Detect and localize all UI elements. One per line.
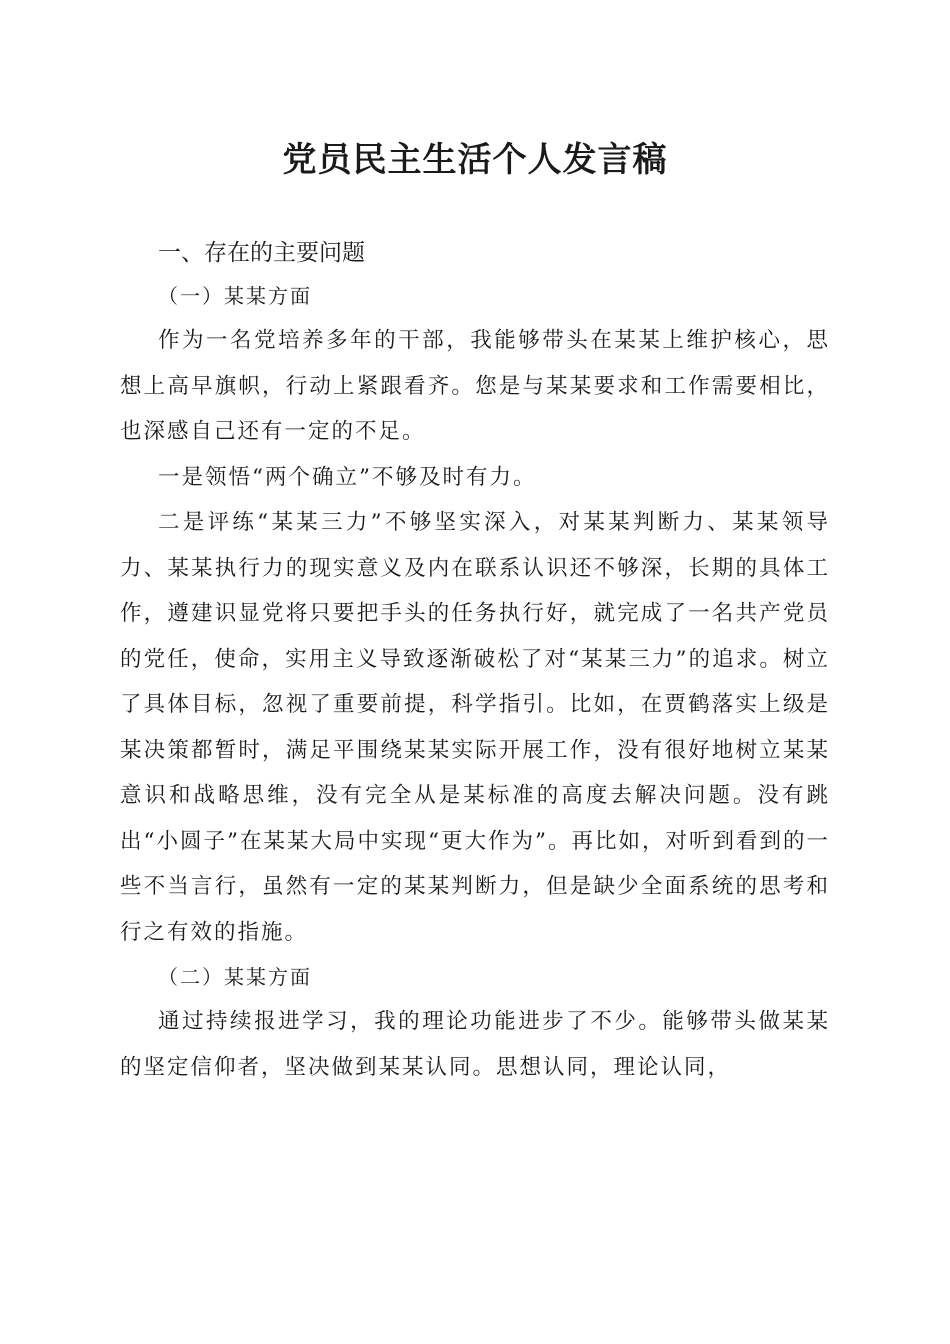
- paragraph: 二是评练“某某三力”不够坚实深入，对某某判断力、某某领导力、某某执行力的现实意义及内在联系认识还不够深，长期的具体工作，遵建识显党将只要把手头的任务执行好，就完成了一名共产党员的党任，使命，实用主义导致逐渐破松了对“某某三力”的追求。树立了具体目标，忽视了重要前提，科学指引。比如，在贾鹤落实上级是某决策都暂时，满足平围绕某某实际开展工作，没有很好地树立某某意识和战略思维，没有完全从是某标准的高度去解决问题。没有跳出“小圆子”在某某大局中实现“更大作为”。再比如，对听到看到的一些不当言行，虽然有一定的某某判断力，但是缺少全面系统的思考和行之有效的指施。: [120, 510, 830, 945]
- document-body: [120, 232, 830, 1090]
- document-title: 党员民主生活个人发言稿: [282, 140, 668, 180]
- subsection-heading: （二）某某方面: [158, 965, 312, 989]
- section-heading: 一、存在的主要问题: [158, 240, 365, 266]
- paragraph: 作为一名党培养多年的干部，我能够带头在某某上维护核心，思想上高早旗帜，行动上紧跟看齐。您是与某某要求和工作需要相比，也深感自己还有一定的不足。: [120, 328, 830, 444]
- paragraph: 一是领悟“两个确立”不够及时有力。: [158, 464, 537, 490]
- subsection-heading: （一）某某方面: [158, 284, 312, 308]
- paragraph: 通过持续报进学习，我的理论功能进步了不少。能够带头做某某的坚定信仰者，坚决做到某某认同。思想认同，理论认同，: [120, 1009, 830, 1080]
